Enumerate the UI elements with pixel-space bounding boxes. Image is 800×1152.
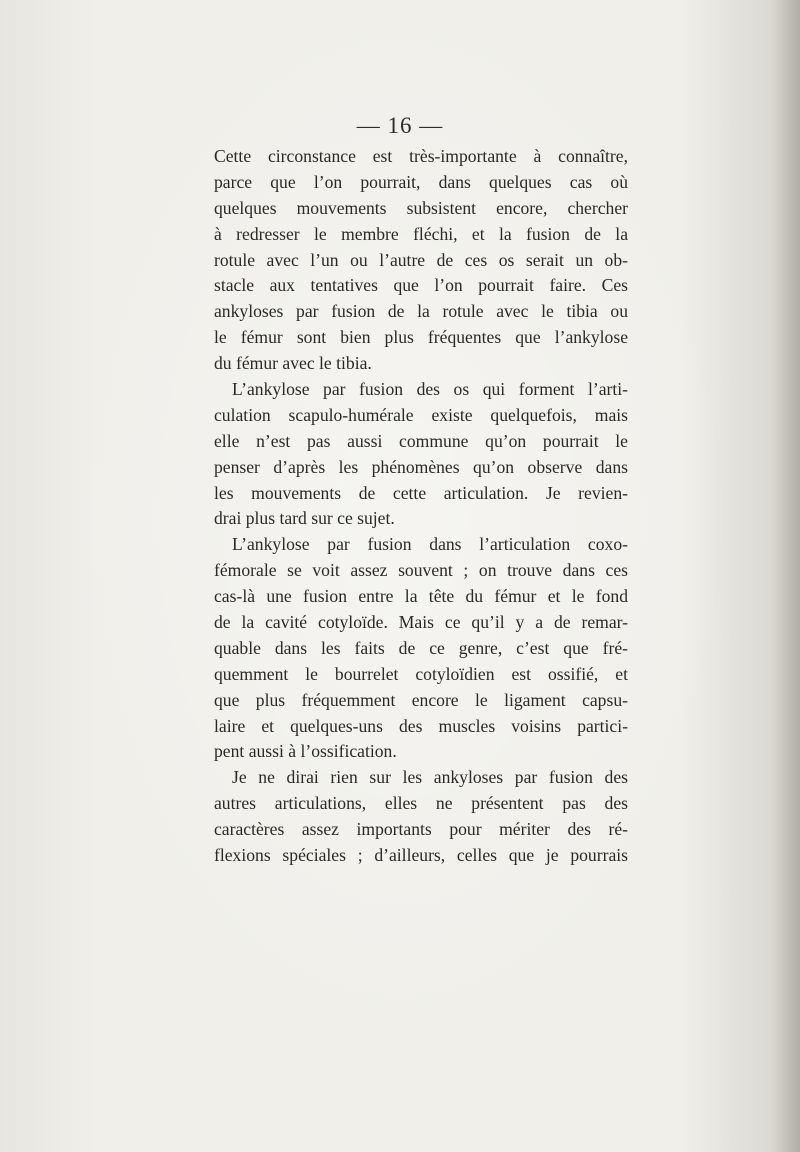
text-line: autres articulations, elles ne présentent pas des (214, 793, 628, 814)
text-line: à redresser le membre fléchi, et la fusion de la (214, 223, 628, 244)
text-line: L’ankylose par fusion dans l’articulation coxo- (232, 534, 628, 555)
text-line: quable dans les faits de ce genre, c’est que fré- (214, 637, 628, 658)
text-line: ankyloses par fusion de la rotule avec le tibia ou (214, 301, 628, 322)
text-line: culation scapulo-humérale existe quelquefois, mais (214, 404, 628, 425)
text-line: quemment le bourrelet cotyloïdien est ossifié, et (214, 663, 628, 684)
text-line: flexions spéciales ; d’ailleurs, celles que je pourrais (214, 845, 628, 866)
paragraph (214, 377, 628, 532)
paragraph (214, 144, 628, 377)
text-line: elle n’est pas aussi commune qu’on pourrait le (214, 430, 628, 451)
text-line: caractères assez importants pour mériter des ré- (214, 819, 628, 840)
paragraph (214, 532, 628, 765)
paragraph (214, 765, 628, 869)
text-line: drai plus tard sur ce sujet. (214, 508, 395, 529)
text-line: rotule avec l’un ou l’autre de ces os serait un ob- (214, 249, 628, 270)
text-line: L’ankylose par fusion des os qui forment l’arti- (232, 379, 628, 400)
text-line: que plus fréquemment encore le ligament capsu- (214, 689, 628, 710)
page-number: — 16 — (356, 113, 444, 138)
text-line: le fémur sont bien plus fréquentes que l’ankylose (214, 327, 628, 348)
page-spine-shadow (774, 0, 800, 1152)
text-line: laire et quelques-uns des muscles voisins partici- (214, 715, 628, 736)
text-line: cas-là une fusion entre la tête du fémur et le fond (214, 586, 628, 607)
text-line: Je ne dirai rien sur les ankyloses par fusion des (232, 767, 628, 788)
text-line: pent aussi à l’ossification. (214, 741, 397, 762)
text-line: de la cavité cotyloïde. Mais ce qu’il y a de remar- (214, 612, 628, 633)
text-line: parce que l’on pourrait, dans quelques cas où (214, 171, 628, 192)
text-line: fémorale se voit assez souvent ; on trouve dans ces (214, 560, 628, 581)
body-text (214, 144, 628, 869)
text-line: les mouvements de cette articulation. Je revien- (214, 482, 628, 503)
text-line: quelques mouvements subsistent encore, chercher (214, 197, 628, 218)
text-line: stacle aux tentatives que l’on pourrait faire. Ces (214, 275, 628, 296)
text-line: penser d’après les phénomènes qu’on observe dans (214, 456, 628, 477)
text-line: Cette circonstance est très-importante à connaître, (214, 146, 628, 166)
text-line: du fémur avec le tibia. (214, 353, 372, 374)
